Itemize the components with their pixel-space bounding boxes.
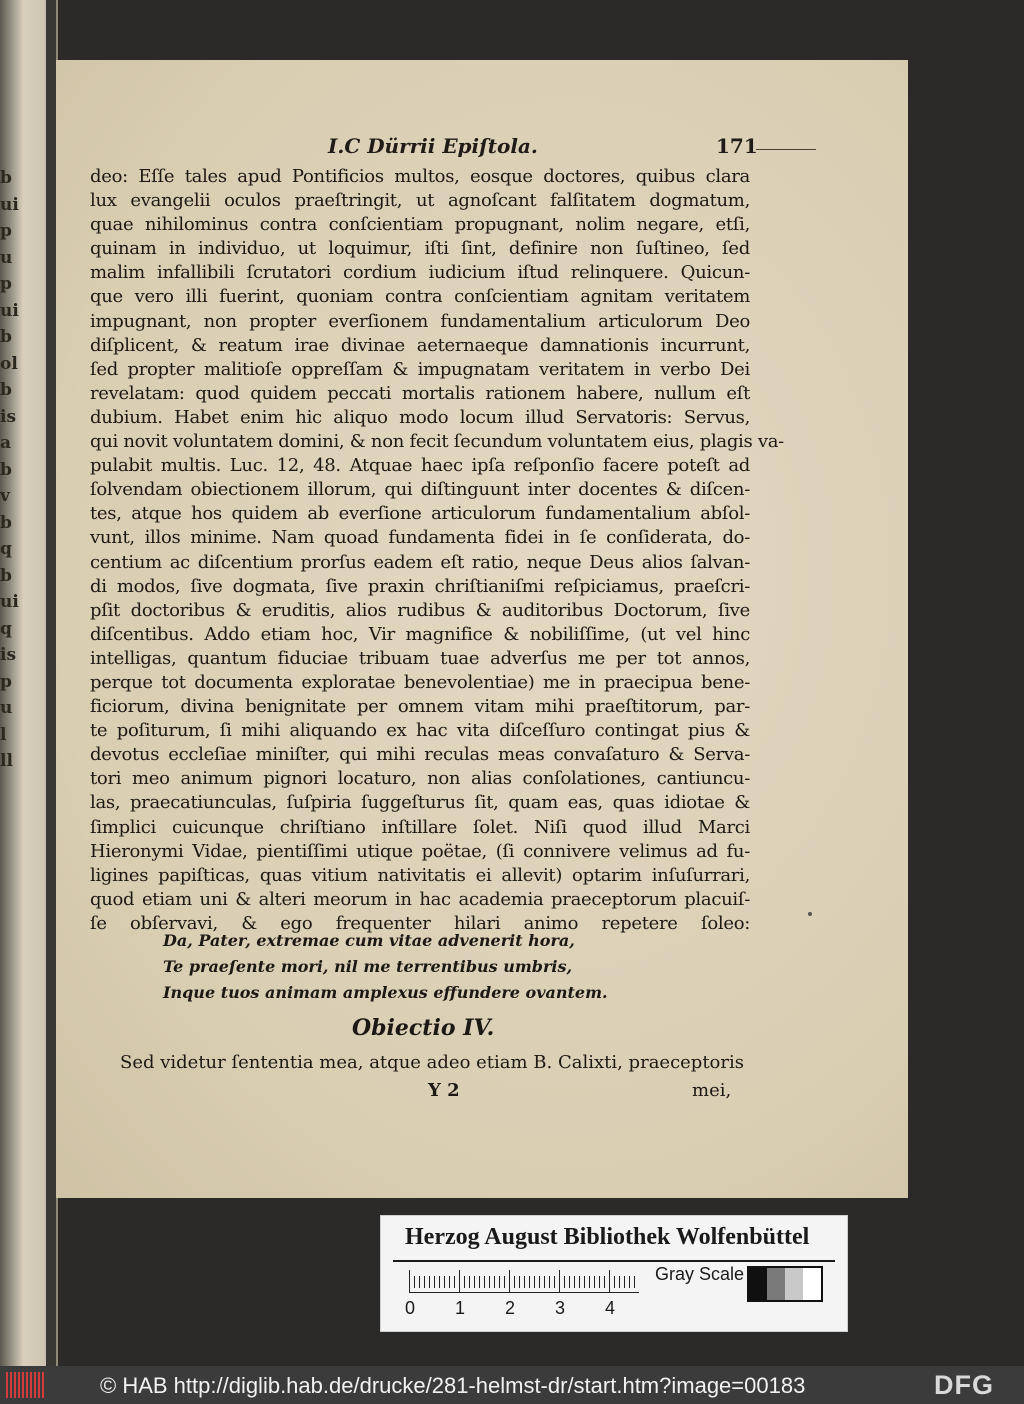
text-line: quae nihilominus contra conſcientiam propugnant, nolim negare, etſi, [90, 214, 750, 236]
ruler-tick [449, 1276, 450, 1288]
body-last-line: Sed videtur ſententia mea, atque adeo etiam B. Calixti, praeceptoris [120, 1052, 744, 1073]
facing-page-letter: q [0, 618, 12, 639]
facing-page-letter: ui [0, 592, 19, 612]
ruler-tick [489, 1276, 490, 1288]
ruler-tick [629, 1276, 630, 1288]
gray-swatch [803, 1268, 821, 1300]
text-line: vunt, illos minime. Nam quoad fundamenta fidei in ſe conſiderata, do- [90, 527, 750, 549]
text-line: pulabit multis. Luc. 12, 48. Atquae haec ipſa reſponſio facere poteſt ad [90, 455, 750, 477]
color-scale-card [380, 1215, 848, 1332]
ruler-tick [454, 1276, 455, 1288]
ruler-tick [484, 1276, 485, 1288]
ruler-tick [499, 1276, 500, 1288]
card-rule [393, 1260, 835, 1262]
ruler-tick [544, 1276, 545, 1288]
ruler-tick [554, 1276, 555, 1288]
text-line: tes, atque hos quidem ab everſione articulorum fundamentalium abſol- [90, 503, 750, 525]
dfg-logo: DFG [934, 1370, 994, 1400]
ruler-tick [529, 1276, 530, 1288]
ruler-number: 4 [605, 1298, 616, 1318]
text-line: qui novit voluntatem domini, & non fecit ſecundum voluntatem eius, plagis va- [90, 431, 784, 453]
ruler-tick [409, 1270, 410, 1292]
text-line: Hieronymi Vidae, pientiſſimi utique poëtae, (ſi connivere velimus ad fu- [90, 840, 750, 862]
ruler-tick [494, 1276, 495, 1288]
ruler-tick [539, 1276, 540, 1288]
ruler-tick [594, 1276, 595, 1288]
text-line: ſolvendam obiectionem illorum, qui diſtinguunt inter docentes & diſcen- [90, 479, 750, 501]
ruler-tick [504, 1276, 505, 1288]
verse-line: Inque tuos animam amplexus effundere ovantem. [163, 983, 608, 1002]
ruler-tick [534, 1276, 535, 1288]
verse-quotation [163, 928, 723, 1006]
text-line: impugnant, non propter everſionem fundamentalium articulorum Deo [90, 310, 750, 332]
ruler-baseline [409, 1292, 639, 1293]
ruler-tick [479, 1276, 480, 1288]
text-line: ficiorum, divina benignitate per omnem vitam mihi praeſtitorum, par- [90, 696, 750, 718]
facing-page-letter: ui [0, 300, 19, 321]
text-line: perque tot documenta exploratae benevolentiae) me in praecipua bene- [90, 671, 750, 693]
ruler-tick [574, 1276, 575, 1288]
ruler-tick [464, 1276, 465, 1288]
facing-page-letter: u [0, 698, 13, 718]
text-line: di modos, ſive dogmata, ſive praxin chriſtianiſmi reſpiciamus, praeſcri- [90, 575, 750, 597]
facing-page-letter: p [0, 221, 12, 241]
facing-page-letter: b [0, 565, 12, 586]
text-line: te poſiturum, ſi mihi aliquando ex hac vita diſceſſuro contingat pius & [90, 720, 750, 742]
text-line: centium ac diſcentium prorſus eadem eſt ratio, neque Deus alios ſalvan- [90, 551, 750, 573]
running-title: I.C Dürrii Epiſtola. [328, 134, 538, 158]
text-line: diſplicent, & reatum irae divinae aeternaeque damnationis incurrunt, [90, 334, 750, 356]
logo-bar [38, 1372, 40, 1398]
ruler-tick [619, 1276, 620, 1288]
ruler-tick [604, 1276, 605, 1288]
ruler-tick [519, 1276, 520, 1288]
text-line: ſe obſervavi, & ego frequenter hilari animo repetere ſoleo: [90, 912, 750, 934]
text-line: devotus eccleſiae miniſter, qui mihi reculas meas convaſaturo & Serva- [90, 744, 750, 766]
logo-bar [22, 1372, 24, 1398]
facing-page-letter: b [0, 512, 12, 533]
ruler-tick [579, 1276, 580, 1288]
footer-caption[interactable]: © HAB http://diglib.hab.de/drucke/281-helmst-dr/start.htm?image=00183 [100, 1373, 806, 1398]
body-text [90, 165, 784, 936]
ruler-number: 3 [555, 1298, 566, 1318]
text-line: ligines papiſticas, quas vitium nativitatis ei allevit) optarim inſuſurrari, [90, 864, 750, 886]
page-number: 171 [716, 134, 758, 158]
ruler-tick [624, 1276, 625, 1288]
ruler-tick [509, 1270, 510, 1292]
catchword: mei, [692, 1080, 732, 1101]
library-name: Herzog August Bibliothek Wolfenbüttel [405, 1224, 810, 1250]
logo-bar [14, 1372, 16, 1398]
facing-page-letter: ll [0, 751, 13, 771]
ruler-tick [559, 1270, 560, 1292]
ruler-number: 2 [505, 1298, 516, 1318]
gray-swatch [749, 1268, 767, 1300]
gray-scale-swatches [747, 1266, 823, 1302]
ruler-tick [444, 1276, 445, 1288]
logo-bar [10, 1372, 12, 1398]
facing-page-letter: b [0, 327, 12, 347]
text-line: quod etiam uni & alteri meorum in hac academia praeceptorum placuiſ- [90, 888, 750, 910]
ruler-tick [459, 1270, 460, 1292]
ruler-tick [524, 1276, 525, 1288]
text-line: dubium. Habet enim hic aliquo modo locum illud Servatoris: Servus, [90, 406, 750, 428]
facing-page-letter: p [0, 274, 12, 294]
header-rule [756, 149, 816, 150]
text-line: malim infallibili ſcrutatori cordium iudicium iſtud relinquere. Quicun- [90, 262, 750, 284]
facing-page-letter: a [0, 433, 12, 453]
text-line: deo: Eſſe tales apud Pontificios multos, eosque doctores, quibus clara [90, 166, 750, 187]
facing-page-fragment [0, 165, 20, 775]
facing-page-letter: l [0, 724, 7, 745]
facing-page-letter: p [0, 671, 12, 692]
facing-page-letter: b [0, 380, 12, 400]
text-line: revelatam: quod quidem peccati mortalis rationem habere, nullum eſt [90, 382, 750, 404]
facing-page-letter: q [0, 539, 12, 559]
ruler-tick [514, 1276, 515, 1288]
ruler-tick [474, 1276, 475, 1288]
text-line: ſimplici cuicunque chriſtiano inſtillare ſolet. Niſi quod illud Marci [90, 816, 750, 838]
gray-scale-label: Gray Scale [655, 1264, 745, 1284]
ruler-tick [429, 1276, 430, 1288]
ruler-tick [609, 1270, 610, 1292]
ruler-tick [564, 1276, 565, 1288]
verse-line: Da, Pater, extremae cum vitae advenerit hora, [163, 931, 575, 950]
ruler-tick [584, 1276, 585, 1288]
measurement-ruler [409, 1268, 639, 1296]
ruler-tick [419, 1276, 420, 1288]
page-header [56, 134, 908, 164]
ruler-tick [424, 1276, 425, 1288]
logo-bar [6, 1372, 8, 1398]
ruler-number: 1 [455, 1298, 466, 1318]
verse-line: Te praeſente mori, nil me terrentibus umbris, [163, 957, 573, 976]
facing-page-letter: is [0, 645, 17, 665]
logo-bar [26, 1372, 28, 1398]
logo-bar [18, 1372, 20, 1398]
text-line: quinam in individuo, ut loquimur, iſti ſint, definire non ſuſtineo, ſed [90, 238, 750, 260]
ruler-tick [569, 1276, 570, 1288]
ruler-tick [469, 1276, 470, 1288]
text-line: diſcentibus. Addo etiam hoc, Vir magnifice & nobiliſſime, (ut vel hinc [90, 623, 750, 645]
gray-swatch [785, 1268, 803, 1300]
ruler-tick [589, 1276, 590, 1288]
facing-page-letter: v [0, 486, 10, 506]
ruler-number: 0 [405, 1298, 416, 1318]
ruler-tick [634, 1276, 635, 1288]
ruler-tick [434, 1276, 435, 1288]
ruler-tick [439, 1276, 440, 1288]
ruler-tick [414, 1276, 415, 1288]
ink-speck [808, 912, 812, 916]
logo-bar [30, 1372, 32, 1398]
section-heading: Obiectio IV. [352, 1015, 495, 1041]
ruler-tick [599, 1276, 600, 1288]
text-line: ſed propter malitioſe oppreſſam & impugnatam veritatem in verbo Dei [90, 358, 750, 380]
text-line: pſit doctoribus & eruditis, alios rudibus & auditoribus Doctorum, ſive [90, 599, 750, 621]
signature-mark: Y 2 [428, 1080, 460, 1101]
facing-page-letter: is [0, 406, 17, 427]
logo-bar [34, 1372, 36, 1398]
hab-logo-icon [6, 1372, 46, 1398]
facing-page-letter: ol [0, 353, 18, 374]
text-line: lux evangelii oculos praeſtringit, ut agnoſcant falſitatem dogmatum, [90, 190, 750, 212]
facing-page-letter: b [0, 168, 12, 188]
gutter-shadow [46, 0, 56, 1366]
facing-page-letter: b [0, 459, 12, 480]
facing-page-letter: ui [0, 194, 19, 215]
text-line: tori meo animum pignori locaturo, non alias conſolationes, cantiuncu- [90, 768, 750, 790]
gray-swatch [767, 1268, 785, 1300]
facing-page-letter: u [0, 247, 13, 268]
text-line: intelligas, quantum fiduciae tribuam tuae adverſus me per tot annos, [90, 647, 750, 669]
ruler-tick [549, 1276, 550, 1288]
text-line: las, praecatiunculas, ſuſpiria ſuggeſturus ſit, quam eas, quas idiotae & [90, 792, 750, 814]
ruler-tick [614, 1276, 615, 1288]
viewer-footer [0, 1366, 1024, 1404]
text-line: que vero illi fuerint, quoniam contra conſcientiam agnitam veritatem [90, 286, 750, 308]
logo-bar [42, 1372, 44, 1398]
